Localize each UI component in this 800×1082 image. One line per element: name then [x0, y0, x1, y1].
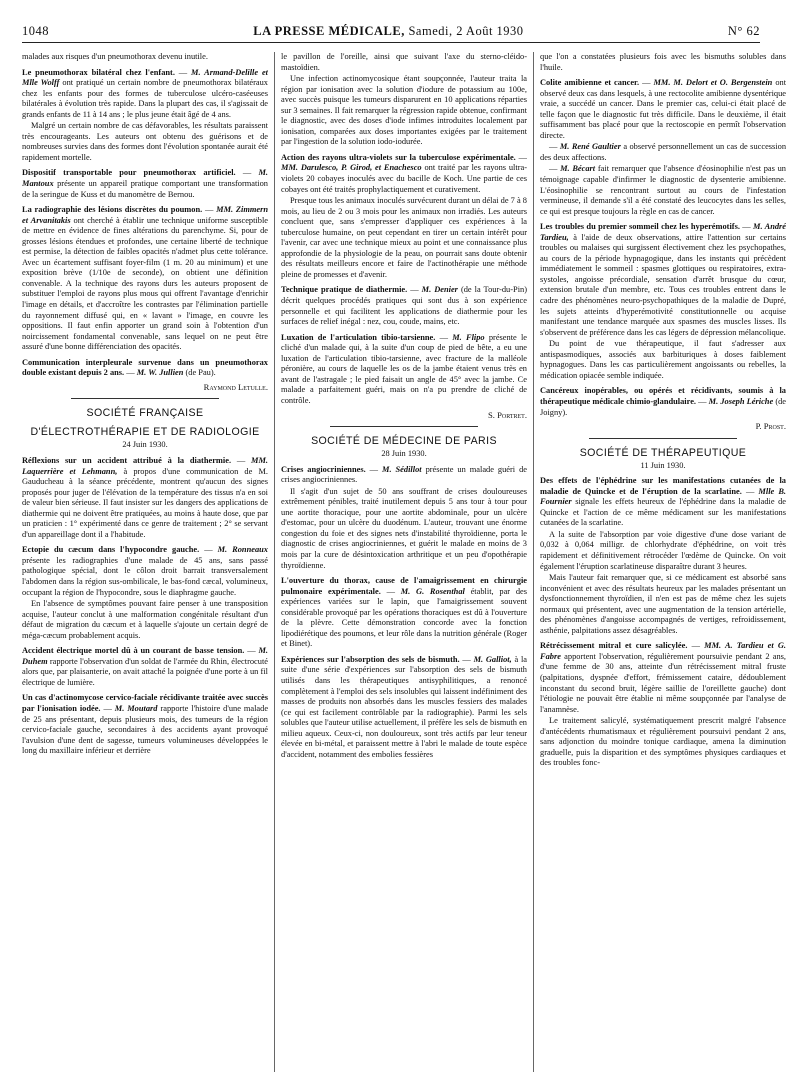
column-left — [22, 52, 268, 1074]
article-title: L'ouverture du thorax, cause de l'amaigrissement en chirurgie pulmonaire expérimentale. — M. G. Rosenthal établit, par des expériences variées sur le lapin, que l'amaigrissement souvent considérable provoqué par les opérations thoraciques est dû à l'ouverture de la plèvre. Cette démonstration concorde avec la fonction lipodiérétique des poumons, et leur rôle dans la nutrition générale (Roger et Binet). — [281, 576, 527, 649]
paragraph: Du point de vue thérapeutique, il faut s'adresser aux antispasmodiques, associés aux barbituriques à doses faiblement hypnagogues. Dans les cas particulièrement angoissants ou rebelles, la médication opiacée semble indiquée. — [540, 339, 786, 380]
article-title: Communication interpleurale survenue dans un pneumothorax double existant depuis 2 ans. — M. W. Jullien (de Pau). — [22, 357, 268, 378]
column-right — [540, 52, 786, 1074]
article-title: Action des rayons ultra-violets sur la tuberculose expérimentale. — MM. Darulesco, P. Girod, et Enachesco ont traité par les rayons ultra-violets 20 cobayes inoculés avec du bacille de Koch. Une partie de ces cobayes ont été traités prophylactiquement et curativement. — [281, 152, 527, 194]
paragraph: — M. Bécart fait remarquer que l'absence d'éosinophilie n'est pas un témoignage capable d'infirmer le diagnostic de dysenterie amibienne. L'éosinophilie se rencontrant surtout au cours de l'infestation vermineuse, il demande s'il a été constaté des leucocytes dans les selles, ce qui est presque toujours la règle en cas de cancer. — [540, 164, 786, 216]
article-title: Expériences sur l'absorption des sels de bismuth. — M. Galliot, à la suite d'une série d'expériences sur l'absorption des sels de bismuth utilisés dans les thérapeutiques antisyphilitiques, a renoncé complètement à l'emploi des sels insolubles qui laissent indéfiniment des masses de produits non absorbés dans les muscles fessiers des malades (ce qui est facilement contrôlable par la radiographie). Parmi les sels solubles que l'auteur utilise actuellement, il préfère les sels de bismuth en milieu aqueux. Ceux-ci, non douloureux, sont très actifs par leur teneur élevée en bi-métal, et paraissent mettre à l'abri le malade de toute espèce d'accident, notamment des embolies fessières — [281, 654, 527, 759]
paragraph: malades aux risques d'un pneumothorax devenu inutile. — [22, 52, 208, 61]
divider — [71, 398, 219, 399]
paragraph: En l'absence de symptômes pouvant faire penser à une transposition acquise, l'auteur conclut à une malformation congénitale résultant d'un défaut de migration du cæcum et à laquelle s'ajoute un certain degré de méga-cæcum probablement acquis. — [22, 599, 268, 640]
paragraph: Il s'agit d'un sujet de 50 ans souffrant de crises douloureuses extrêmement pénibles, traité inutilement depuis 5 ans tour à tour pour une aortite thoracique, pour une aortite abdominale, pour un ulcère d'estomac, pour un ulcère du duodénum. L'auteur, trouvant une énorme congestion du foie et des signes nets d'instabilité thyroïdienne, porta le diagnostic de crises angiocriniennes, et guérit le malade en moins de 3 mois par la cure de désintoxication arthritique et un peu d'opothérapie thyroïdienne. — [281, 486, 527, 570]
section-title: D'ÉLECTROTHÉRAPIE ET DE RADIOLOGIE — [30, 426, 260, 439]
paragraph: — M. René Gaultier a observé personnellement un cas de succession des deux affections. — [540, 142, 786, 162]
column-middle — [281, 52, 527, 1074]
column-rule — [533, 52, 534, 1072]
page-number: 1048 — [22, 23, 49, 38]
article-title: Technique pratique de diathermie. — M. Denier (de la Tour-du-Pin) décrit quelques procédés pratiques qui sont dus à son expérience personnelle et qui facilitent les applications de diathermie pour les surfaces de relief inégal : nez, cou, coude, mains, etc. — [281, 285, 527, 327]
paragraph: Une infection actinomycosique étant soupçonnée, l'auteur traita la région par ionisation avec la solution d'iodure de potassium au 100e, avec succès puisque les tumeurs disparurent en 10 applications réparties sur 3 semaines. Il fait remarquer la régression rapide obtenue, confirmant le diagnostic, avec des doses d'iode infimes introduites localement par ionisation, comparées aux doses importantes exigées par le traitement par l'ingestion de la solution iodo-iodurée. — [281, 74, 527, 147]
article-title: Le pneumothorax bilatéral chez l'enfant. — M. Armand-Delille et Mlle Wolff ont pratiqué un certain nombre de pneumothorax bilatéraux chez les enfants pour des formes de tuberculose ulcéro-caséeuses bilatérales à évolution très rapide. Dans la plupart des cas, il s'agissait de grands enfants de 11 à 14 ans ; le plus jeune était âgé de 4 ans. — [22, 67, 268, 119]
paragraph: A la suite de l'absorption par voie digestive d'une dose variant de 0,032 à 0,064 milligr. de chlorhydrate d'éphédrine, on voit très rapidement et définitivement rétrocéder l'œdème de Quincke. On voit également l'éruption scarlatineuse disparaître durant 3 heures. — [540, 529, 786, 571]
journal-title: LA PRESSE MÉDICALE, — [253, 23, 405, 38]
article-title: Dispositif transportable pour pneumothorax artificiel. — M. Mantoux présente un appareil pratique comportant une transformation de la seringue de Kuss et du manomètre de Bernou. — [22, 168, 268, 199]
paragraph: Presque tous les animaux inoculés survécurent durant un délai de 7 à 8 mois, au lieu de 2 ou 3 mois pour les animaux non irradiés. Les auteurs concluent que, sans s'empresser d'appliquer ces expériences à la tuberculose humaine, on peut cependant en tirer un certain intérêt pour l'avenir, car avec une technique mieux au point et une connaissance plus approfondie de la physiologie de la peau, on pourrait sans doute obtenir des résultats meilleurs encore et faire de l'actinothérapie une méthode pleine de promesses et d'avenir. — [281, 196, 527, 279]
section-title: SOCIÉTÉ FRANÇAISE — [86, 407, 204, 420]
article-title: Des effets de l'éphédrine sur les manifestations cutanées de la maladie de Quincke et de l'éruption de la scarlatine. — Mlle B. Fournier signale les effets heureux de l'éphédrine dans la maladie de Quincke et l'action de ce même médicament sur les manifestations cutanées de la scarlatine. — [540, 476, 786, 528]
article-title: Colite amibienne et cancer. — MM. M. Delort et O. Bergenstein ont observé deux cas dans lesquels, à une rectocolite amibienne dysentérique vraie, a succédé un cancer. Dans le premier cas, celui-ci était placé de telle façon que le diagnostic fut très difficile. Dans le deuxième, il était suffisamment bas placé pour que la rectoscopie en permît l'observation directe. — [540, 78, 786, 140]
article-title: Rétrécissement mitral et cure salicylée. — MM. A. Tardieu et G. Fabre apportent l'observation, régulièrement poursuivie pendant 2 ans, d'une femme de 30 ans, atteinte d'un rétrécissement mitral fruste (palpitations, dyspnée d'effort, frémissement cataire, dédoublement inconstant du second bruit, légère saillie de l'oreillette gauche) dont l'étiologie ne pouvait être établie ni même soupçonnée par l'analyse de l'anamnèse. — [540, 641, 786, 714]
issue-number: N° 62 — [727, 23, 760, 38]
paragraph: Mais l'auteur fait remarquer que, si ce médicament est absorbé sans inconvénient et avec des résultats heureux par les malades présentant un dysfonctionnement thyroïdien, il n'en est pas de même chez les sujets normaux qui présentent, avec une augmentation de la tension artérielle, des phénomènes d'angoisse accompagnés de vertiges, refroidissement, asthénie, palpitations assez désagréables. — [540, 573, 786, 635]
article-title: Ectopie du cæcum dans l'hypocondre gauche. — M. Ronneaux présente les radiographies d'une malade de 45 ans, sans passé pathologique spécial, dont le côlon droit barrait transversalement l'abdomen dans la région sus-ombilicale, le bas-fond cæcal, volumineux, occupant la région de l'hypocondre, sous le diaphragme gauche. — [22, 545, 268, 597]
paragraph: que l'on a constatées plusieurs fois avec les bismuths solubles dans l'huile. — [540, 52, 786, 72]
article-title: Un cas d'actinomycose cervico-faciale récidivante traitée avec succès par l'ionisation iodée. — M. Moutard rapporte l'histoire d'une malade de 25 ans présentant, depuis plusieurs mois, des tumeurs de la région cervico-faciale gauche, secondaires à des accidents ayant provoqué l'avulsion d'une dent de sagesse, tumeurs volumineuses développées le long du maxillaire inférieur et derrière — [22, 693, 268, 756]
column-rule — [274, 52, 275, 1072]
article-title: Crises angiocriniennes. — M. Sédillot présente un malade guéri de crises angiocriniennes. — [281, 464, 527, 485]
paragraph: Malgré un certain nombre de cas défavorables, les résultats paraissent très encourageants. Les auteurs ont obtenu des guérisons et de nombreuses survies dans des formes dont l'évolution spontanée aurait été rapidement mortelle. — [22, 121, 268, 162]
issue-date: Samedi, 2 Août 1930 — [408, 23, 524, 38]
section-title: SOCIÉTÉ DE THÉRAPEUTIQUE — [579, 446, 747, 459]
divider — [589, 438, 737, 439]
article-title: Les troubles du premier sommeil chez les hyperémotifs. — M. André Tardieu, à l'aide de deux observations, attire l'attention sur certains troubles ou malaises qui surgissent électivement chez les psychopathes, au cours de la période hypnagogique, dans les instants qui précèdent immédiatement le sommeil : spasmes glottiques ou respiratoires, extra-systoles, angoisse précordiale, sensation d'arrêt brusque du cœur, extension brutale d'un membre, etc. Tous ces troubles entrent dans le cadre des phénomènes neuro-psychopathiques de la maladie de Dupré, les sujets atteints d'hyperémotivité constitutionnelle ou acquise manifestant une tendance marquée aux spasmes des muscles lisses. Ils s'observent de préférence dans les cas légers de dépression mélancolique. — [540, 222, 786, 337]
journal-masthead — [253, 24, 523, 39]
article-title: Réflexions sur un accident attribué à la diathermie. — MM. Laquerrière et Lehmann, à propos d'une communication de M. Gauducheau à la séance précédente, montrent qu'aucun des signes proposés pour juger de l'élévation de la température des tissus n'a en soi de valeur bien sérieuse. Il faut insister sur les dangers des applications de diathermie qui ne doivent être pratiquées, au moins à haute dose, que par un praticien : 1° expérimenté dans ce genre de traitement ; 2° se servant d'un appareillage dont il a l'habitude. — [22, 455, 268, 539]
article-title: La radiographie des lésions discrètes du poumon. — MM. Zimmern et Arvanitakis ont cherché à établir une technique uniforme susceptible de mettre en évidence de fines altérations du parenchyme. Si, pour de grosses lésions étendues et profondes, une certaine liberté de technique est permise, la détection de faibles opacités n'admet plus cette tolérance. Avec un écartement suffisant foyer-film (1 m. 20 au minimum) et une exposition brève (1/10e de seconde), on obtient une définition convenable. A la technique des rayons durs les auteurs proposent de substituer l'emploi de rayons plus mous qui offrent l'avantage d'enrichir l'image en détails, et d'accroître les contrastes par l'élimination partielle du rayonnement diffusé qui, en « lavant » l'image, en couvre les oppositions. Il faut enfin apporter un grand soin à l'obtention d'un noircissement fondamental convenable, sans lequel on ne peut être assuré d'une bonne différenciation des opacités. — [22, 205, 268, 352]
divider — [330, 426, 478, 427]
section-date: 11 Juin 1930. — [640, 460, 686, 470]
signature: Raymond Letulle. — [203, 381, 268, 392]
article-title: Cancéreux inopérables, ou opérés et récidivants, soumis à la thérapeutique médicale chimio-glandulaire. — M. Joseph Lériche (de Joigny). — [540, 386, 786, 417]
signature: S. Portret. — [488, 409, 527, 420]
page-header — [22, 20, 760, 43]
paragraph: le pavillon de l'oreille, ainsi que suivant l'axe du sterno-cléido-mastoïdien. — [281, 52, 527, 72]
section-date: 28 Juin 1930. — [381, 449, 427, 459]
section-title: SOCIÉTÉ DE MÉDECINE DE PARIS — [311, 435, 497, 448]
signature: P. Prost. — [755, 421, 786, 432]
paragraph: Le traitement salicylé, systématiquement prescrit malgré l'absence d'antécédents rhumatismaux et régulièrement poursuivi pendant 2 ans, sans adjonction du moindre tonique cardiaque, amena la diminution graduelle, puis la disparition et des symptômes physiques cardiaques et des troubles fonc- — [540, 716, 786, 768]
section-date: 24 Juin 1930. — [122, 440, 168, 450]
article-title: Luxation de l'articulation tibio-tarsienne. — M. Flipo présente le cliché d'un malade qui, à la suite d'un coup de pied de bête, a eu une luxation de l'articulation tibio-tarsienne, avec fracture de la malléole péronière, au cours de laquelle les os de la jambe étaient venus très en avant de l'astragale ; le pied faisait un angle de 45° avec la jambe. Ce malade a parfaitement guéri, mais on n'a pu prendre de cliché de contrôle. — [281, 332, 527, 405]
article-title: Accident électrique mortel dû à un courant de basse tension. — M. Duhem rapporte l'observation d'un soldat de l'armée du Rhin, électrocuté alors que, par plaisanterie, on avait attaché la poignée d'une porte à un fil électrique de lumière. — [22, 646, 268, 687]
